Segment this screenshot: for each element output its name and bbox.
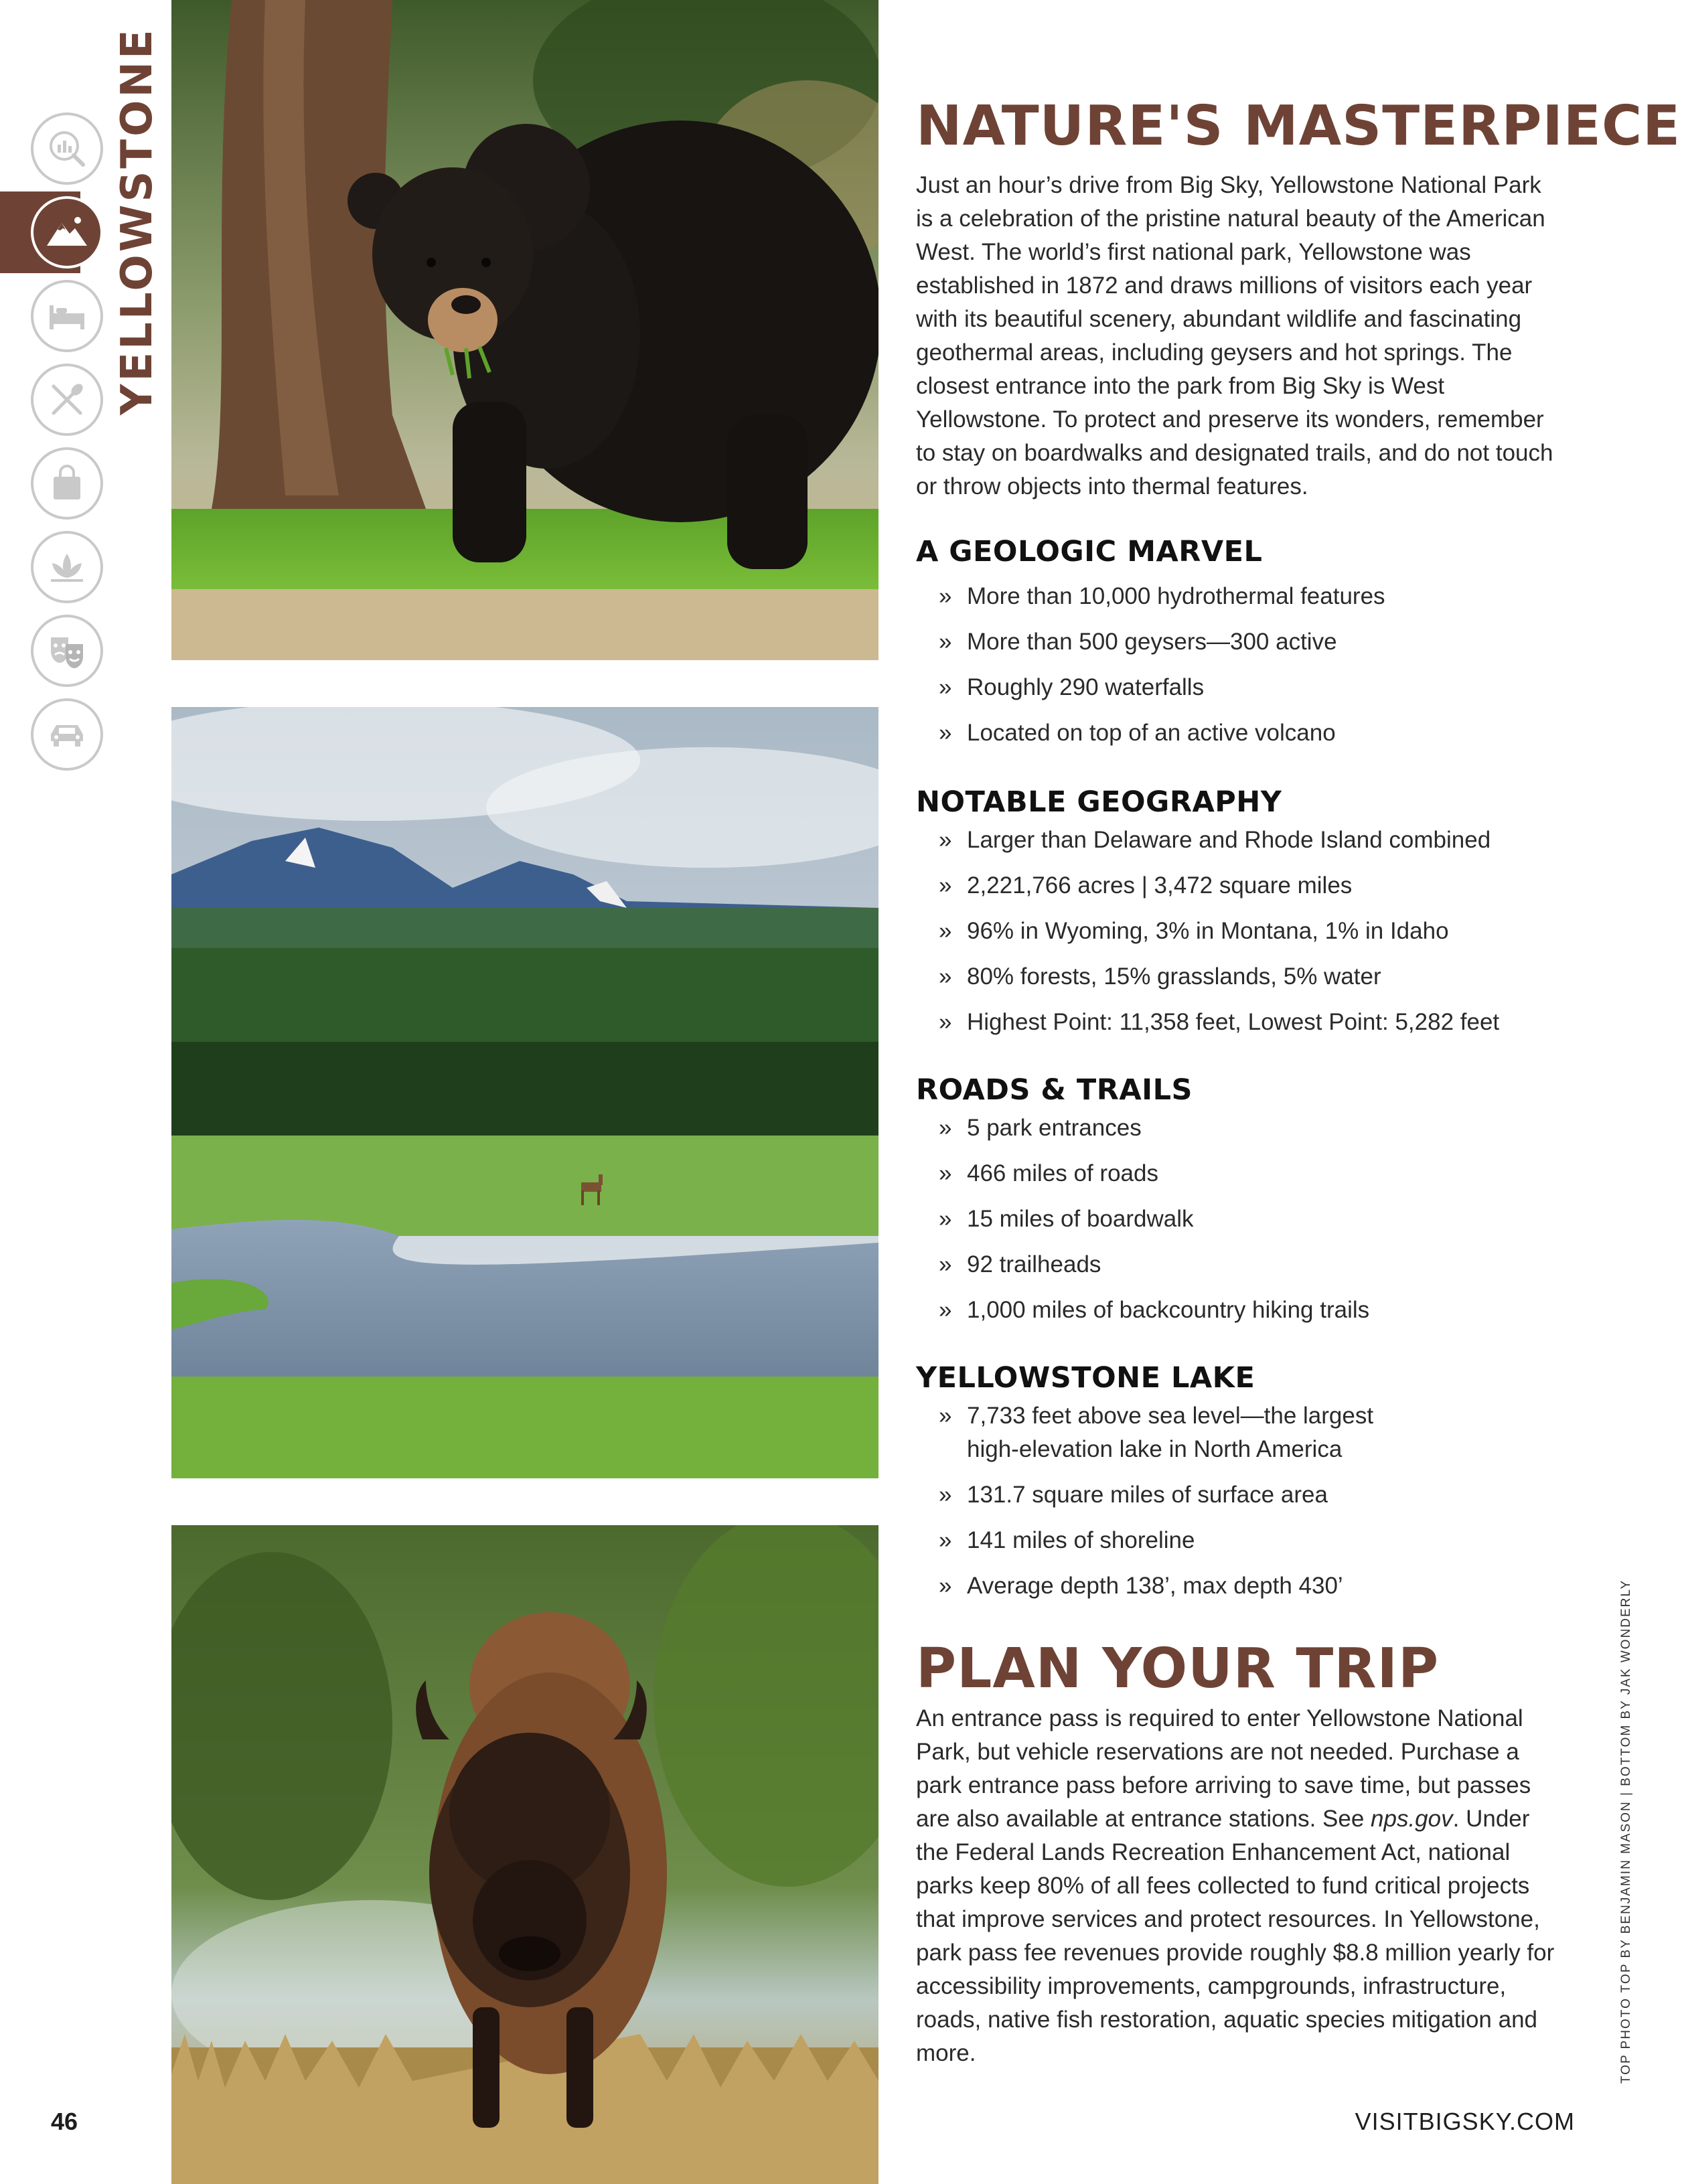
- section-heading: YELLOWSTONE LAKE: [916, 1361, 1255, 1395]
- list-item: » 80% forests, 15% grasslands, 5% water: [939, 963, 1381, 990]
- notable-geography-section: [916, 783, 1559, 1051]
- theater-masks-icon: [44, 628, 90, 674]
- page-number: 46: [51, 2108, 78, 2135]
- plan-title: PLAN YOUR TRIP: [916, 1637, 1440, 1701]
- list-item: » More than 10,000 hydrothermal features: [939, 583, 1385, 609]
- mountain-icon: [44, 210, 90, 255]
- list-item: » Average depth 138’, max depth 430’: [939, 1573, 1343, 1599]
- nav-shopping-button[interactable]: [31, 447, 103, 520]
- list-item: » 131.7 square miles of surface area: [939, 1482, 1328, 1508]
- list-item: » 141 miles of shoreline: [939, 1527, 1195, 1553]
- list-item: » 5 park entrances: [939, 1115, 1142, 1141]
- valley-elk-photo: [171, 707, 878, 1478]
- bison-photo: [171, 1525, 878, 2184]
- list-item: » Highest Point: 11,358 feet, Lowest Point: 5,282 feet: [939, 1009, 1500, 1035]
- list-item: » 96% in Wyoming, 3% in Montana, 1% in Idaho: [939, 918, 1449, 944]
- nps-link[interactable]: nps.gov: [1371, 1806, 1453, 1832]
- nav-stats-button[interactable]: [31, 112, 103, 185]
- bed-icon: [44, 293, 90, 339]
- plan-trip-block: [916, 1639, 1559, 2070]
- list-item: » 92 trailheads: [939, 1251, 1101, 1277]
- intro-block: [916, 94, 1681, 503]
- list-item: » 15 miles of boardwalk: [939, 1206, 1194, 1232]
- list-item: » More than 500 geysers—300 active: [939, 629, 1337, 655]
- dining-icon: [44, 377, 90, 422]
- car-icon: [44, 712, 90, 757]
- shopping-bag-icon: [44, 461, 90, 506]
- intro-body: Just an hour’s drive from Big Sky, Yellowstone National Park is a celebration of the pristine natural beauty of the American West. The world’s first national park, Yellowstone was established in 1872 and draws millions of visitors each year with its beautiful scenery, abundant wildlife and fascinating geothermal areas, including geysers and hot springs. The closest entrance into the park from Big Sky is West Yellowstone. To protect and preserve its wonders, remember to stay on boardwalks and designated trails, and do not touch or throw objects into thermal features.: [916, 172, 1553, 499]
- plan-body: An entrance pass is required to enter Yellowstone National Park, but vehicle reservations are not needed. Purchase a park entrance pass before arriving to save time, but passes are also available at entrance stations. See nps.gov. Under the Federal Lands Recreation Enhancement Act, national parks keep 80% of all fees collected to fund critical projects that improve services and protect resources. In Yellowstone, park pass fee revenues provide roughly $8.8 million yearly for accessibility improvements, campgrounds, infrastructure, roads, native fish restoration, aquatic species mitigation and more.: [916, 1705, 1555, 2066]
- roads-trails-section: [916, 1071, 1559, 1339]
- nav-lodging-button[interactable]: [31, 280, 103, 352]
- yellowstone-lake-section: [916, 1359, 1559, 1615]
- nav-transport-button[interactable]: [31, 698, 103, 771]
- list-item: » Roughly 290 waterfalls: [939, 674, 1205, 700]
- section-heading: ROADS & TRAILS: [916, 1073, 1193, 1107]
- section-heading: A GEOLOGIC MARVEL: [916, 535, 1263, 568]
- intro-title: NATURE'S MASTERPIECE: [916, 94, 1681, 158]
- nav-wellness-button[interactable]: [31, 531, 103, 603]
- website-url: VISITBIGSKY.COM: [1355, 2108, 1575, 2135]
- list-item: » 466 miles of roads: [939, 1160, 1158, 1186]
- stats-icon: [44, 126, 90, 171]
- nav-outdoors-button[interactable]: [31, 196, 103, 268]
- bear-photo: [171, 0, 878, 660]
- lotus-icon: [44, 544, 90, 590]
- list-item: » Located on top of an active volcano: [939, 720, 1336, 746]
- nav-dining-button[interactable]: [31, 364, 103, 436]
- section-heading: NOTABLE GEOGRAPHY: [916, 785, 1282, 819]
- list-item: » 7,733 feet above sea level—the largest high-elevation lake in North America: [939, 1403, 1374, 1462]
- list-item: » Larger than Delaware and Rhode Island combined: [939, 827, 1491, 853]
- nav-arts-button[interactable]: [31, 615, 103, 687]
- geologic-marvel-section: [916, 533, 1559, 762]
- list-item: » 2,221,766 acres | 3,472 square miles: [939, 872, 1353, 899]
- list-item: » 1,000 miles of backcountry hiking trails: [939, 1297, 1370, 1323]
